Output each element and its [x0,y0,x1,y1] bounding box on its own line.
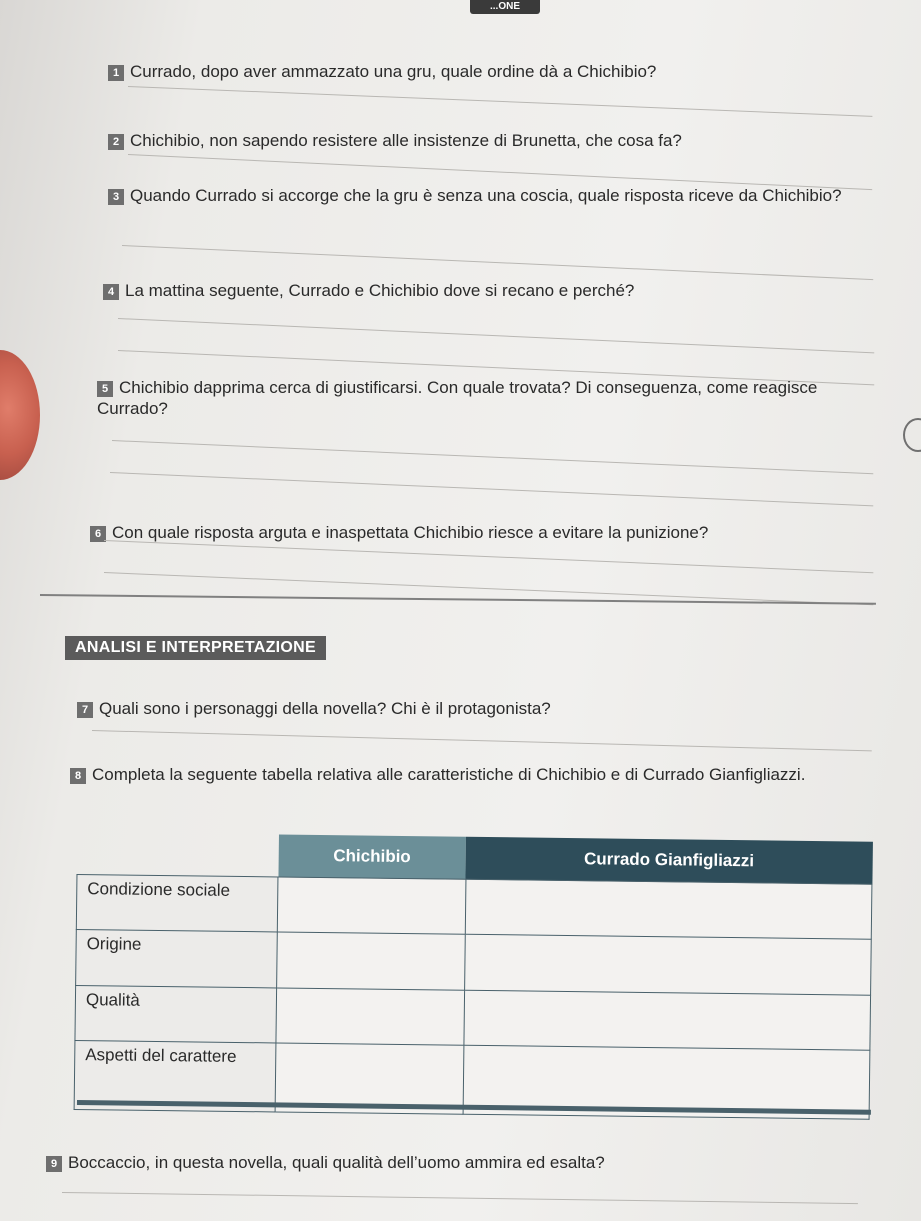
answer-line[interactable] [110,472,873,506]
question-number-badge: 8 [70,768,86,784]
answer-line[interactable] [62,1192,858,1204]
answer-cell[interactable] [276,988,464,1046]
table-row [76,930,872,995]
answer-line[interactable] [92,730,872,751]
question-number-badge: 9 [46,1156,62,1172]
answer-cell[interactable] [277,877,465,935]
question-9 [46,1152,876,1173]
question-2 [108,130,868,151]
question-text: Boccaccio, in questa novella, quali qualità dell’uomo ammira ed esalta? [68,1153,605,1172]
answer-line[interactable] [112,440,873,474]
question-number-badge: 2 [108,134,124,150]
question-text: Quali sono i personaggi della novella? Chi è il protagonista? [99,699,551,718]
table-corner [77,832,279,877]
row-label: Qualità [75,985,277,1043]
answer-cell[interactable] [277,932,465,990]
table-row [75,985,871,1050]
question-text: Quando Currado si accorge che la gru è senza una coscia, quale risposta riceve da Chichibio? [130,186,842,205]
row-label: Aspetti del carattere [74,1040,276,1111]
question-text: Completa la seguente tabella relativa alle caratteristiche di Chichibio e di Currado Gianfigliazzi. [92,765,806,784]
question-number-badge: 4 [103,284,119,300]
margin-icon [903,418,921,452]
chapter-heading-fragment: ...ONE [470,0,540,14]
question-5 [97,377,882,419]
question-text: La mattina seguente, Currado e Chichibio dove si recano e perché? [125,281,635,300]
question-3 [108,185,883,206]
question-8 [70,764,880,785]
question-number-badge: 3 [108,189,124,205]
question-number-badge: 5 [97,381,113,397]
question-text: Chichibio, non sapendo resistere alle insistenze di Brunetta, che cosa fa? [130,131,682,150]
question-number-badge: 7 [77,702,93,718]
answer-line[interactable] [104,540,873,573]
question-text: Chichibio dapprima cerca di giustificarsi. Con quale trovata? Di conseguenza, come reagisce Currado? [97,378,818,418]
answer-cell[interactable] [464,935,871,995]
question-number-badge: 6 [90,526,106,542]
row-label: Condizione sociale [76,875,278,933]
answer-line[interactable] [118,318,874,353]
section-title: ANALISI E INTERPRETAZIONE [65,636,326,660]
finger-photo-artifact [0,350,40,480]
answer-cell[interactable] [465,879,872,939]
question-text: Currado, dopo aver ammazzato una gru, quale ordine dà a Chichibio? [130,62,657,81]
question-number-badge: 1 [108,65,124,81]
answer-cell[interactable] [464,990,871,1050]
question-text: Con quale risposta arguta e inaspettata Chichibio riesce a evitare la punizione? [112,523,709,542]
question-4 [103,280,873,301]
characteristics-table [74,832,873,1120]
question-6 [90,522,880,543]
answer-line[interactable] [128,86,872,117]
column-header-chichibio: Chichibio [278,834,466,879]
answer-line[interactable] [122,245,873,280]
question-1 [108,61,868,82]
row-label: Origine [76,930,278,988]
table-row [76,875,872,940]
column-header-currado: Currado Gianfigliazzi [466,837,873,884]
question-7 [77,698,857,719]
